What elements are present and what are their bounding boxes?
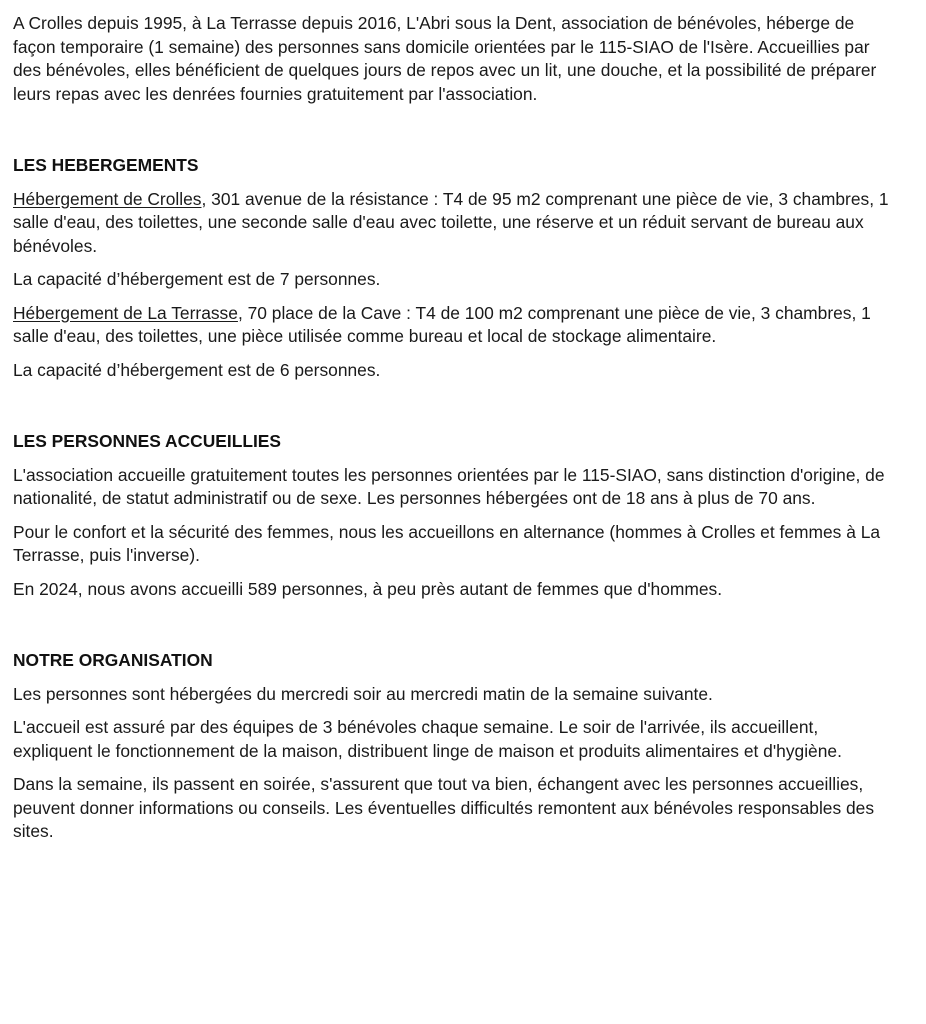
organisation-paragraph: Dans la semaine, ils passent en soirée, s'assurent que tout va bien, échangent avec les personnes accueillies, peuvent donner informations ou conseils. Les éventuelles difficultés remontent aux bénévoles responsables des sites. xyxy=(13,774,875,841)
section-organisation xyxy=(13,649,893,844)
section-title-personnes: LES PERSONNES ACCUEILLIES xyxy=(13,431,281,451)
terrasse-description xyxy=(13,302,893,349)
personnes-paragraph: L'association accueille gratuitement toutes les personnes orientées par le 115-SIAO, sans distinction d'origine, de nationalité, de statut administratif ou de sexe. Les personnes hébergées ont de 18 ans à plus de 70 ans. xyxy=(13,464,885,508)
section-title-organisation: NOTRE ORGANISATION xyxy=(13,650,213,670)
terrasse-link[interactable]: Hébergement de La Terrasse xyxy=(13,302,238,323)
section-personnes xyxy=(13,430,893,601)
personnes-paragraph: En 2024, nous avons accueilli 589 personnes, à peu près autant de femmes que d'hommes. xyxy=(13,578,723,599)
section-title-hebergements: LES HEBERGEMENTS xyxy=(13,155,199,175)
intro-paragraph: A Crolles depuis 1995, à La Terrasse depuis 2016, L'Abri sous la Dent, association de bénévoles, héberge de façon temporaire (1 semaine) des personnes sans domicile orientées par le 115-SIAO de l'Isère. Accueillies par des bénévoles, elles bénéficient de quelques jours de repos avec un lit, une douche, et la possibilité de préparer leurs repas avec les denrées fournies gratuitement par l'association. xyxy=(13,13,877,104)
crolles-description xyxy=(13,188,893,259)
organisation-paragraph: L'accueil est assuré par des équipes de 3 bénévoles chaque semaine. Le soir de l'arrivée, ils accueillent, expliquent le fonctionnement de la maison, distribuent linge de maison et produits alimentaires et d'hygiène. xyxy=(13,717,842,761)
terrasse-text: , 70 place de la Cave : T4 de 100 m2 comprenant une pièce de vie, 3 chambres, 1 salle d'eau, des toilettes, une pièce utilisée comme bureau et local de stockage alimentaire. xyxy=(13,302,871,346)
crolles-capacity: La capacité d’hébergement est de 7 personnes. xyxy=(13,269,381,289)
section-hebergements xyxy=(13,154,893,382)
organisation-paragraph: Les personnes sont hébergées du mercredi soir au mercredi matin de la semaine suivante. xyxy=(13,683,713,704)
terrasse-capacity: La capacité d’hébergement est de 6 personnes. xyxy=(13,359,381,380)
crolles-text: , 301 avenue de la résistance : T4 de 95 m2 comprenant une pièce de vie, 3 chambres, 1 salle d'eau, des toilettes, une seconde salle d'eau avec toilette, une réserve et un réduit servant de bureau aux bénévoles. xyxy=(13,188,889,256)
crolles-link[interactable]: Hébergement de Crolles xyxy=(13,188,202,209)
personnes-paragraph: Pour le confort et la sécurité des femmes, nous les accueillons en alternance (hommes à Crolles et femmes à La Terrasse, puis l'inverse). xyxy=(13,521,881,565)
